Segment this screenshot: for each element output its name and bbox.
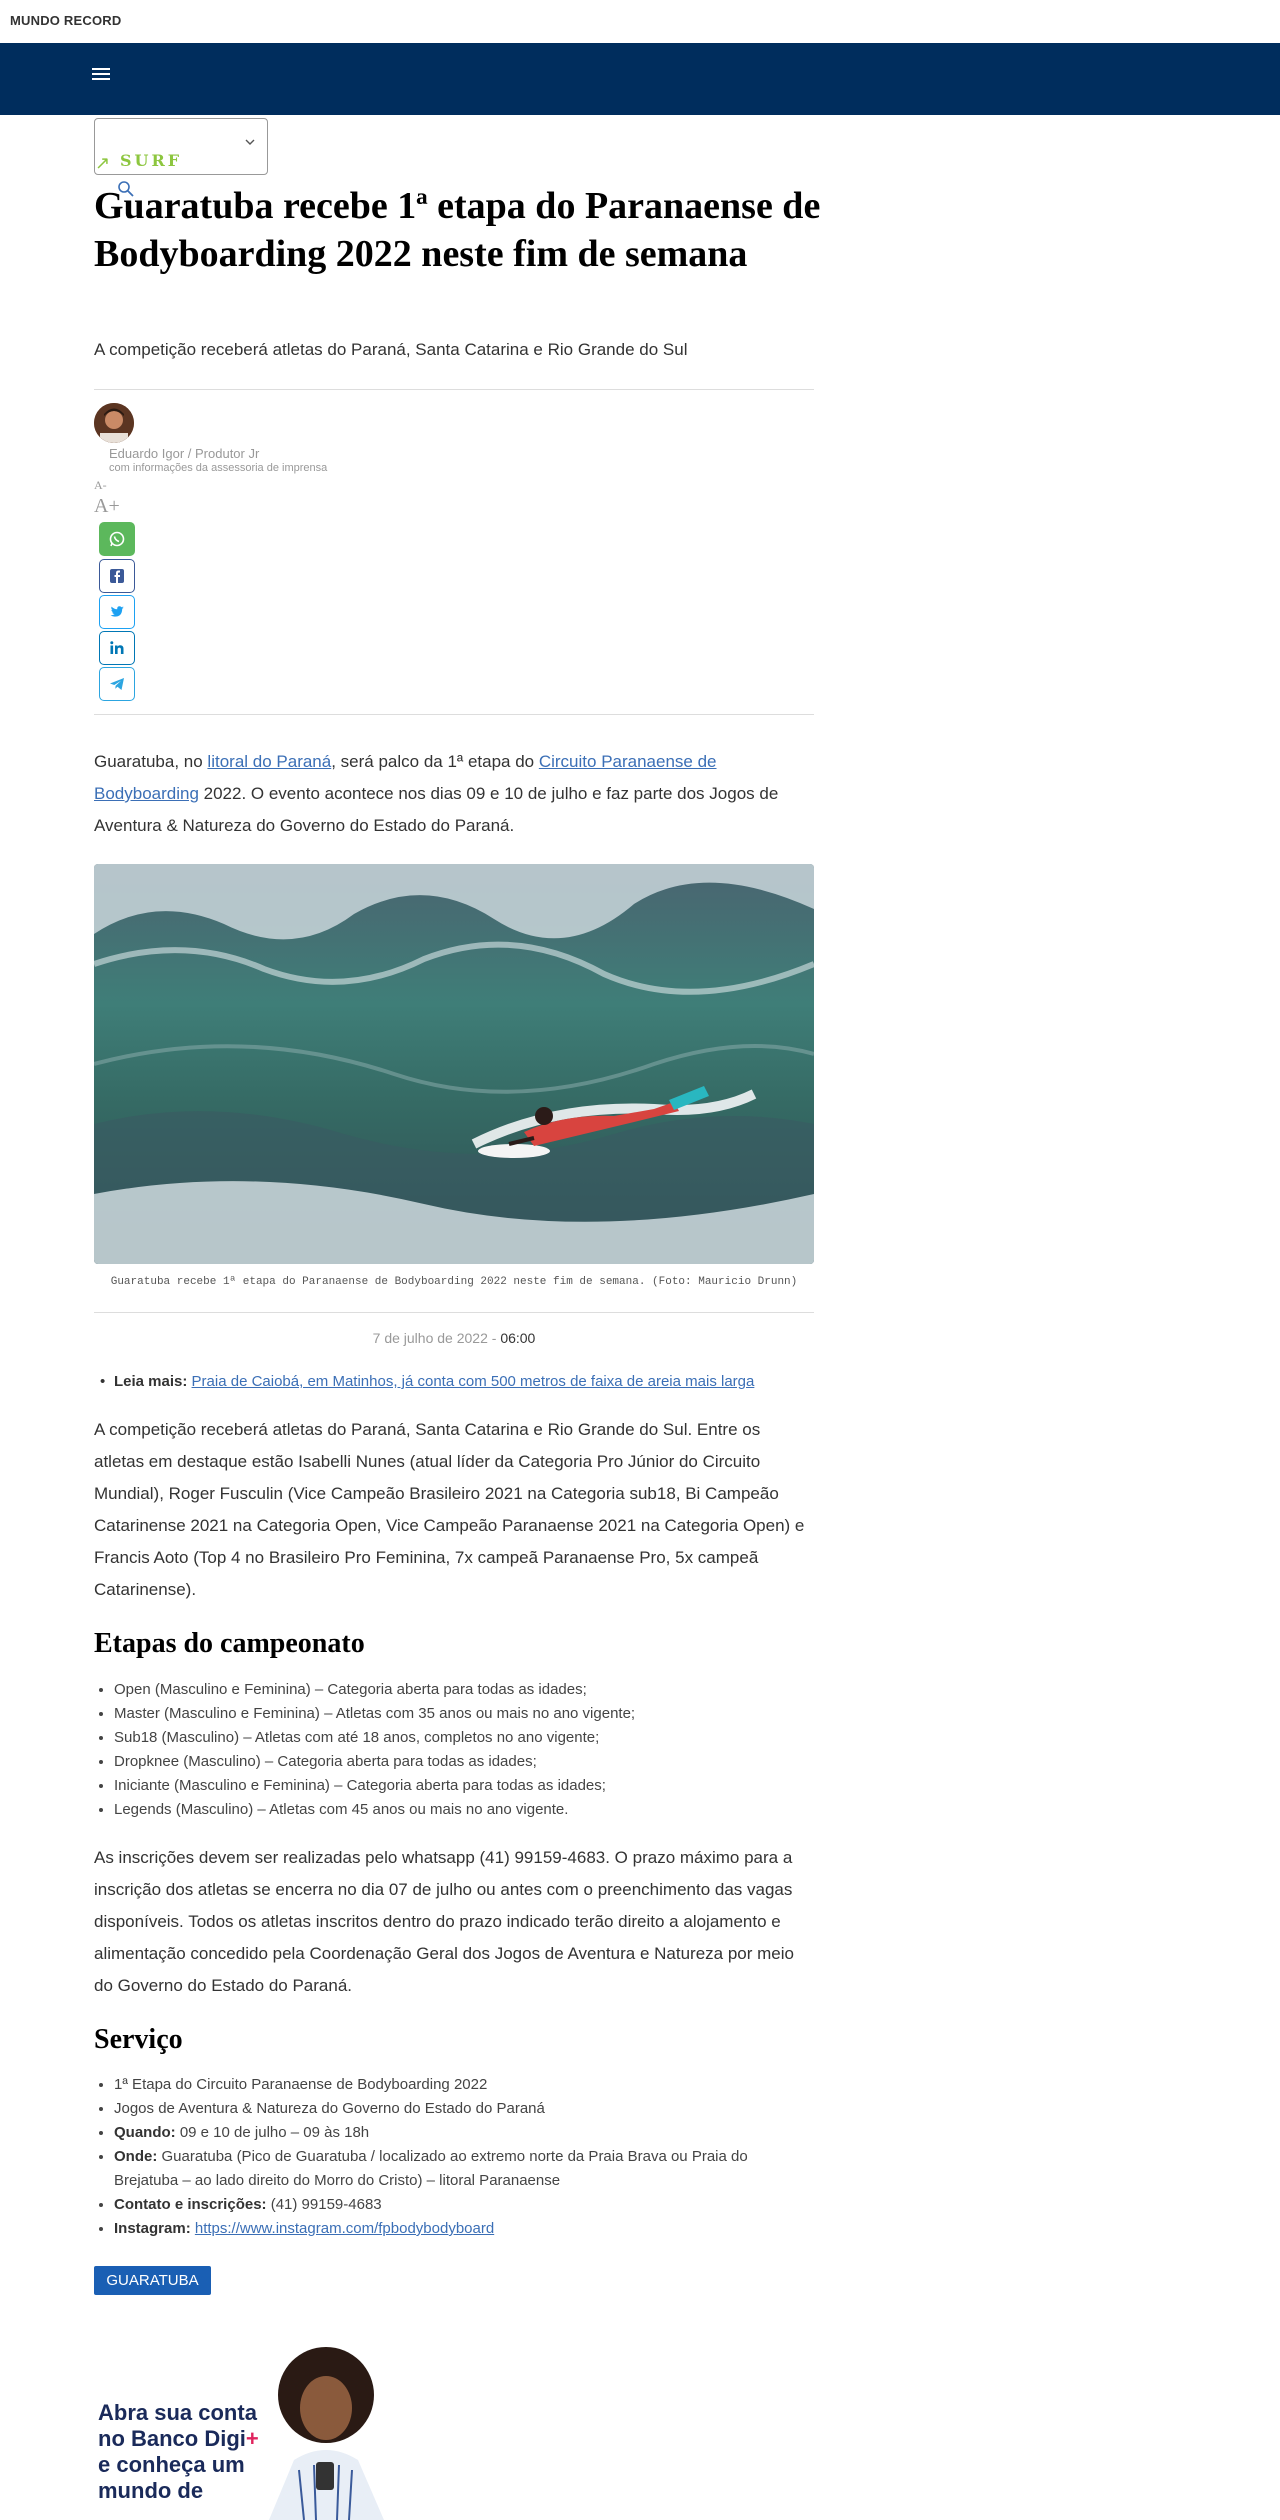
article-subtitle: A competição receberá atletas do Paraná, Santa Catarina e Rio Grande do Sul [94, 340, 688, 359]
whatsapp-icon [108, 530, 126, 548]
list-item: • Sub18 (Masculino) – Atletas com até 18 anos, completos no ano vigente; [114, 1726, 814, 1750]
ad-line: mundo de [98, 2478, 204, 2503]
surf-logo: SURF [120, 151, 183, 170]
section-heading-servico: Serviço [94, 2024, 183, 2055]
paragraph: A competição receberá atletas do Paraná, Santa Catarina e Rio Grande do Sul. Entre os atletas em destaque estão Isabelli Nunes (atual líder da Categoria Pro Júnior do Circuito Mundial), Roger Fusculin (Vice Campeão Brasileiro 2021 na Categoria sub18, Bi Campeão Catarinense 2021 na Categoria Open, Vice Campeão Paranaense 2021 na Categoria Open) e Francis Aoto (Top 4 no Brasileiro Pro Feminina, 7x campeã Paranaense Pro, 5x campeã Catarinense). [94, 1420, 805, 1599]
font-increase-button[interactable]: A+ [94, 495, 120, 517]
telegram-icon [108, 675, 126, 693]
ad-line [98, 2426, 259, 2452]
divider [94, 714, 814, 715]
top-bar [0, 0, 1280, 43]
bullet: • [100, 1373, 106, 1390]
read-more-link[interactable]: Praia de Caiobá, em Matinhos, já conta com 500 metros de faixa de areia mais larga [191, 1373, 755, 1390]
paragraph: As inscrições devem ser realizadas pelo whatsapp (41) 99159-4683. O prazo máximo para a inscrição dos atletas se encerra no dia 07 de julho ou antes com o preenchimento das vagas disponíveis. Todos os atletas inscritos dentro do prazo indicado terão direito a alojamento e alimentação concedido pela Coordenação Geral dos Jogos de Aventura e Natureza por meio do Governo do Estado do Paraná. [94, 1848, 794, 1995]
list-item: • 1ª Etapa do Circuito Paranaense de Bodyboarding 2022 [114, 2073, 814, 2097]
hamburger-icon[interactable] [92, 65, 116, 89]
ad-plus: + [245, 2426, 259, 2451]
list-item: • Legends (Masculino) – Atletas com 45 anos ou mais no ano vigente. [114, 1798, 814, 1822]
list-label: Contato e inscrições: [114, 2196, 267, 2213]
whatsapp-share-button[interactable] [99, 522, 135, 556]
section-heading-etapas: Etapas do campeonato [94, 1628, 365, 1659]
list-item [114, 2217, 814, 2241]
list-item [114, 2145, 814, 2193]
etapas-list [114, 1678, 814, 1822]
ad-line: Abra sua conta [98, 2400, 257, 2425]
twitter-share-button[interactable] [99, 595, 135, 629]
linkedin-icon [108, 639, 126, 657]
servico-list [114, 2073, 814, 2241]
list-item: • Jogos de Aventura & Natureza do Governo do Estado do Paraná [114, 2097, 814, 2121]
ad-line-text: no Banco Digi [98, 2426, 246, 2451]
tag-guaratuba[interactable]: GUARATUBA [94, 2266, 211, 2295]
photo-caption: Guaratuba recebe 1ª etapa do Paranaense de Bodyboarding 2022 neste fim de semana. (Foto: Mauricio Drunn) [110, 1276, 798, 1288]
facebook-icon [108, 567, 126, 585]
article-photo[interactable] [94, 864, 814, 1264]
linkedin-share-button[interactable] [99, 631, 135, 665]
main-navbar [0, 43, 1280, 115]
ad-text [98, 2400, 259, 2504]
divider [94, 389, 814, 390]
intro-paragraph [94, 746, 814, 842]
list-item [114, 2193, 814, 2217]
date-separator: - [487, 1330, 501, 1346]
telegram-share-button[interactable] [99, 667, 135, 701]
facebook-share-button[interactable] [99, 559, 135, 593]
circuito-link[interactable]: Circuito Paranaense de Bodyboarding [94, 752, 717, 803]
list-value: Guaratuba (Pico de Guaratuba / localizado ao extremo norte da Praia Brava ou Praia do Brejatuba – ao lado direito do Morro do Cristo) – litoral Paranaense [114, 2148, 748, 2189]
article-title: Guaratuba recebe 1ª etapa do Paranaense de Bodyboarding 2022 neste fim de semana [94, 185, 821, 275]
publish-time: 06:00 [500, 1330, 536, 1346]
author-name[interactable]: Eduardo Igor / Produtor Jr [109, 446, 260, 461]
list-label: Onde: [114, 2148, 158, 2165]
list-value: 09 e 10 de julho – 09 às 18h [175, 2124, 370, 2141]
list-label: Quando: [114, 2124, 176, 2141]
date-text: 7 de julho de 2022 [372, 1330, 488, 1346]
section-selector[interactable] [94, 118, 268, 175]
arrow-icon: ↗ [95, 153, 111, 173]
litoral-link[interactable]: litoral do Paraná [207, 752, 332, 771]
divider [94, 1312, 814, 1313]
intro-text: 2022. O evento acontece nos dias 09 e 10 de julho e faz parte dos Jogos de Aventura & Natureza do Governo do Estado do Paraná. [94, 784, 779, 835]
list-item: • Iniciante (Masculino e Feminina) – Categoria aberta para todas as idades; [114, 1774, 814, 1798]
list-item: • Dropknee (Masculino) – Categoria aberta para todas as idades; [114, 1750, 814, 1774]
intro-text: , será palco da 1ª etapa do [331, 752, 539, 771]
read-more-label: Leia mais: [114, 1373, 188, 1390]
font-decrease-button[interactable]: A- [94, 478, 107, 492]
list-item [114, 2121, 814, 2145]
intro-text: Guaratuba, no [94, 752, 208, 771]
instagram-link[interactable]: https://www.instagram.com/fpbodybodyboard [194, 2220, 495, 2237]
avatar[interactable] [94, 403, 134, 443]
advertisement[interactable] [94, 2340, 394, 2520]
chevron-down-icon [243, 135, 257, 149]
site-brand[interactable]: MUNDO RECORD [10, 13, 122, 28]
list-value: (41) 99159-4683 [266, 2196, 382, 2213]
publish-date [94, 1330, 814, 1346]
twitter-icon [108, 603, 126, 621]
read-more [100, 1373, 755, 1390]
author-note: com informações da assessoria de imprensa [109, 462, 328, 474]
list-label: Instagram: [114, 2220, 191, 2237]
ad-line: e conheça um [98, 2452, 245, 2477]
list-item: • Master (Masculino e Feminina) – Atletas com 35 anos ou mais no ano vigente; [114, 1702, 814, 1726]
list-item: • Open (Masculino e Feminina) – Categoria aberta para todas as idades; [114, 1678, 814, 1702]
